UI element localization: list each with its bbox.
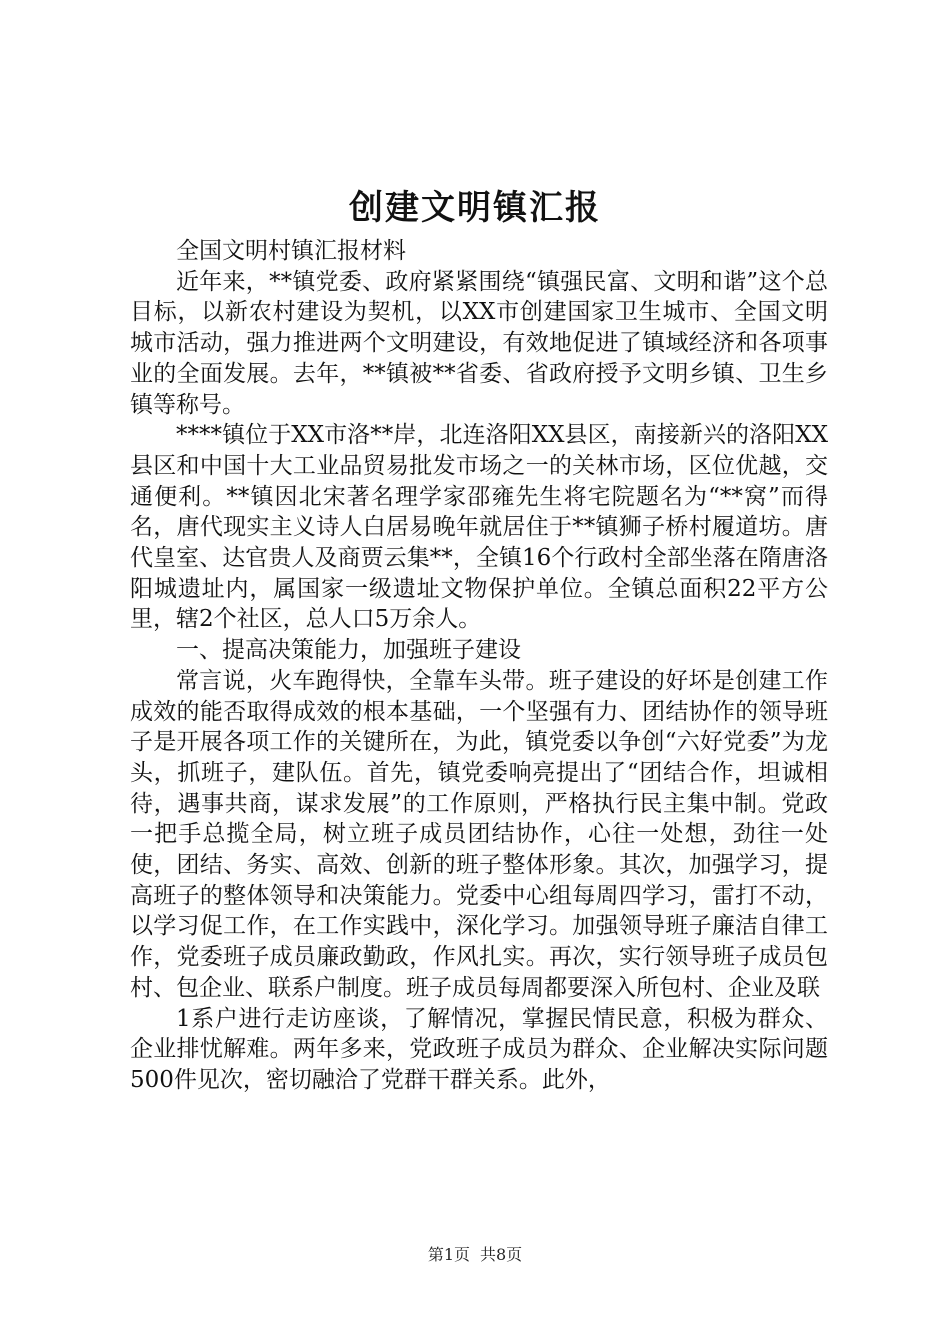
body-paragraph: ****镇位于XX市洛**岸，北连洛阳XX县区，南接新兴的洛阳XX县区和中国十大工业品贸易批发市场之一的关林市场，区位优越，交通便利。**镇因北宋著名理学家邵雍先生将宅院题名为“**窝”而得名，唐代现实主义诗人白居易晚年就居住于**镇狮子桥村履道坊。唐代皇室、达官贵人及商贾云集**，全镇16个行政村全部坐落在隋唐洛阳城遗址内，属国家一级遗址文物保护单位。全镇总面积22平方公里，辖2个社区，总人口5万余人。 xyxy=(130,422,828,633)
body-paragraph: 1系户进行走访座谈，了解情况，掌握民情民意，积极为群众、企业排忧解难。两年多来，党政班子成员为群众、企业解决实际问题500件见次，密切融洽了党群干群关系。此外， xyxy=(130,1005,828,1093)
page-footer xyxy=(0,1244,950,1266)
subtitle-paragraph: 全国文明村镇汇报材料 xyxy=(176,238,406,264)
section-heading: 一、提高决策能力，加强班子建设 xyxy=(176,637,521,664)
body-paragraph: 近年来，**镇党委、政府紧紧围绕“镇强民富、文明和谐”这个总目标，以新农村建设为契机，以XX市创建国家卫生城市、全国文明城市活动，强力推进两个文明建设，有效地促进了镇域经济和各项事业的全面发展。去年，**镇被**省委、省政府授予文明乡镇、卫生乡镇等称号。 xyxy=(130,268,828,418)
page-number: 第1页 xyxy=(427,1245,470,1264)
document-title: 创建文明镇汇报 xyxy=(349,188,601,228)
document-body xyxy=(130,236,828,1096)
body-paragraph: 常言说，火车跑得快，全靠车头带。班子建设的好坏是创建工作成效的能否取得成效的根本基础，一个坚强有力、团结协作的领导班子是开展各项工作的关键所在，为此，镇党委以争创“六好党委”为龙头，抓班子，建队伍。首先，镇党委响亮提出了“团结合作，坦诚相待，遇事共商，谋求发展”的工作原则，严格执行民主集中制。党政一把手总揽全局，树立班子成员团结协作，心往一处想，劲往一处使，团结、务实、高效、创新的班子整体形象。其次，加强学习，提高班子的整体领导和决策能力。党委中心组每周四学习，雷打不动，以学习促工作，在工作实践中，深化学习。加强领导班子廉洁自律工作，党委班子成员廉政勤政，作风扎实。再次，实行领导班子成员包村、包企业、联系户制度。班子成员每周都要深入所包村、企业及联 xyxy=(130,667,828,1001)
page-total: 共8页 xyxy=(480,1245,523,1264)
